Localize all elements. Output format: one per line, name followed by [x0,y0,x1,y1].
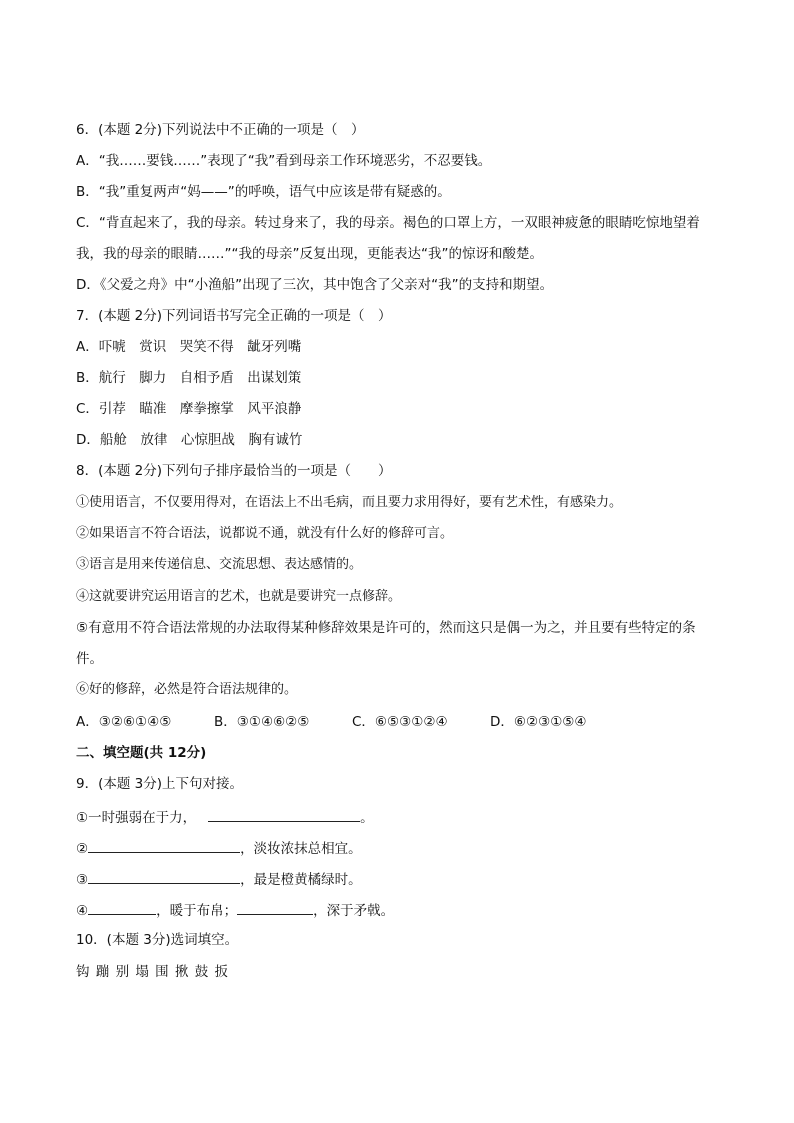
q8-sentence-6: ⑥好的修辞，必然是符合语法规律的。 [76,682,298,697]
q9-line-2-suffix: ，淡妆浓抹总相宜。 [240,841,362,857]
q9-line-1 [76,807,374,827]
q6-option-a: A．“我……要钱……”表现了“我”看到母亲工作环境恶劣，不忍要钱。 [76,153,492,169]
q7-option-b: B．航行 脚力 自相予盾 出谋划策 [76,370,302,386]
q8-sentence-4: ④这就要讲究运用语言的艺术，也就是要讲究一点修辞。 [76,589,402,604]
section-heading: 二、填空题(共 12分) [76,745,207,761]
q9-line-4-mid: ，暖于布帛； [156,903,238,919]
q9-line-1-suffix: 。 [360,810,374,826]
q8-option-a: A．③②⑥①④⑤ [76,714,172,730]
q7-option-a: A．吓唬 赏识 哭笑不得 龇牙列嘴 [76,339,302,355]
q9-line-3 [76,869,362,889]
q8-sentence-5-line2: 件。 [76,651,103,667]
q8-option-b: B．③①④⑥②⑤ [214,714,310,730]
q10-stem: 10．(本题 3分)选词填空。 [76,932,239,948]
q8-sentence-2: ②如果语言不符合语法，说都说不通，就没有什么好的修辞可言。 [76,526,454,541]
q6-option-c-line1: C．“背直起来了，我的母亲。转过身来了，我的母亲。褐色的口罩上方，一双眼神疲惫的眼睛吃惊地望着 [76,215,700,231]
q9-line-2-prefix: ② [76,841,89,857]
q9-blank-4a[interactable] [88,900,156,915]
q9-line-3-suffix: ，最是橙黄橘绿时。 [240,872,362,888]
q8-sentence-1: ①使用语言，不仅要用得对，在语法上不出毛病，而且要力求用得好，要有艺术性，有感染力。 [76,495,623,510]
q8-stem: 8．(本题 2分)下列句子排序最恰当的一项是（ ） [76,463,392,479]
q7-stem: 7．(本题 2分)下列词语书写完全正确的一项是（ ） [76,308,392,324]
q8-option-c: C．⑥⑤③①②④ [352,714,448,730]
q9-blank-3[interactable] [88,869,240,884]
q6-option-c-line2: 我，我的母亲的眼睛……”“我的母亲”反复出现，更能表达“我”的惊讶和酸楚。 [76,246,543,262]
q9-line-3-prefix: ③ [76,872,89,888]
q8-option-d: D．⑥②③①⑤④ [490,714,587,730]
q8-options [76,713,587,731]
q6-option-b: B．“我”重复两声“妈——”的呼唤，语气中应该是带有疑惑的。 [76,184,451,200]
q8-sentence-5-line1: ⑤有意用不符合语法常规的办法取得某种修辞效果是许可的，然而这只是偶一为之，并且要有些特定的条 [76,620,696,636]
q7-option-d: D．船舱 放律 心惊胆战 胸有诚竹 [76,432,303,448]
q9-line-1-prefix: ①一时强弱在于力， [76,810,197,826]
q9-line-4 [76,900,394,920]
q9-line-4-suffix: ，深于矛戟。 [313,903,395,919]
q7-option-c: C．引荐 瞄准 摩拳擦掌 风平浪静 [76,401,302,417]
q9-line-2 [76,838,362,858]
q9-stem: 9．(本题 3分)上下句对接。 [76,776,244,792]
q10-word-bank: 钩 蹦 别 塌 围 揪 鼓 扳 [76,964,230,980]
q8-sentence-3: ③语言是用来传递信息、交流思想、表达感情的。 [76,557,363,572]
q9-line-4-prefix: ④ [76,903,89,919]
q9-blank-1[interactable] [208,807,360,822]
q6-option-d: D．《父爱之舟》中“小渔船”出现了三次，其中饱含了父亲对“我”的支持和期望。 [76,277,554,293]
q6-stem: 6．(本题 2分)下列说法中不正确的一项是（ ） [76,122,365,138]
q9-blank-4b[interactable] [237,900,313,915]
q9-blank-2[interactable] [88,838,240,853]
